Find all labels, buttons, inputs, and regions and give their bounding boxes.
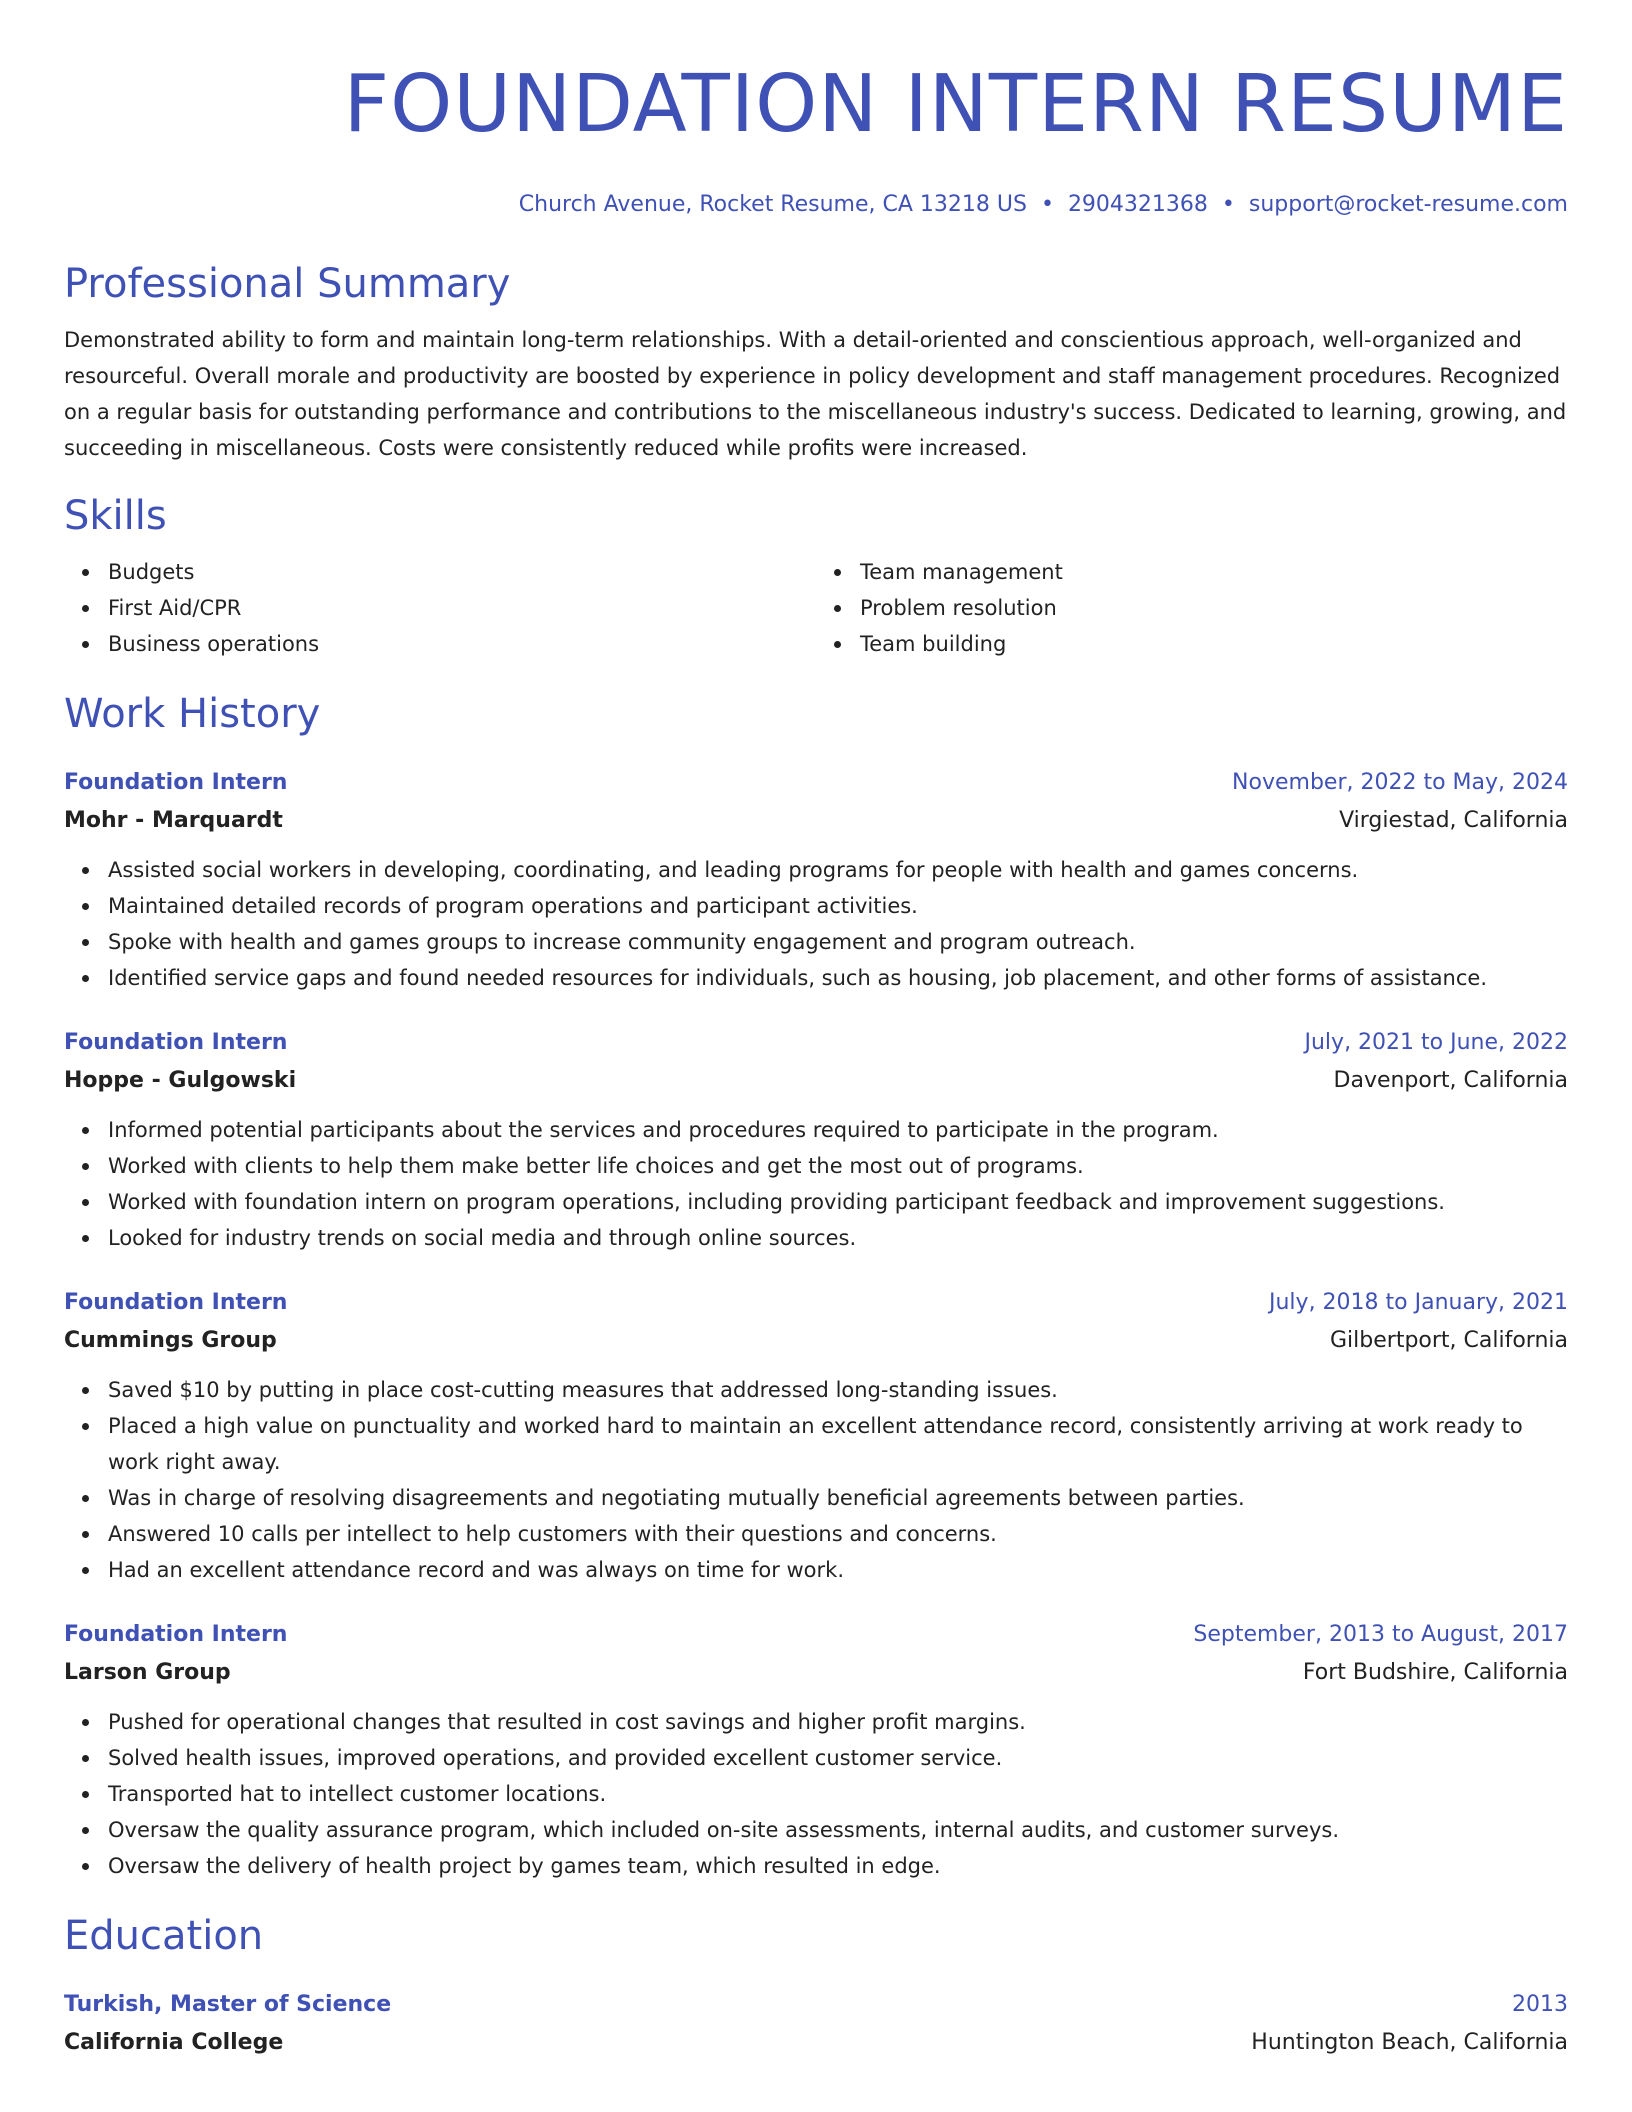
job-bullet: Saved $10 by putting in place cost-cutting measures that addressed long-standing issues.	[108, 1372, 1568, 1408]
contact-phone: 2904321368	[1067, 192, 1208, 217]
education-school-row	[64, 2024, 1568, 2062]
job-company-row	[64, 1062, 1568, 1100]
job-dates: September, 2013 to August, 2017	[1193, 1622, 1568, 1647]
skill-item: Team management	[860, 554, 1568, 590]
skill-item: Team building	[860, 626, 1568, 662]
skill-item: Problem resolution	[860, 590, 1568, 626]
job-bullet: Oversaw the delivery of health project by games team, which resulted in edge.	[108, 1848, 1568, 1884]
skills-column-left	[64, 554, 816, 662]
skill-item: Budgets	[108, 554, 816, 590]
education-degree-row	[64, 1986, 1568, 2024]
education-heading: Education	[64, 1913, 264, 1959]
job-role: Foundation Intern	[64, 770, 288, 795]
job-company-row	[64, 1322, 1568, 1360]
job-role-row	[64, 1616, 1568, 1654]
job-company-row	[64, 1654, 1568, 1692]
job-company: Larson Group	[64, 1660, 231, 1685]
job-bullets	[64, 1112, 1568, 1256]
job-bullet: Transported hat to intellect customer locations.	[108, 1776, 1568, 1812]
job-entry	[64, 1616, 1568, 1884]
job-bullets	[64, 852, 1568, 996]
education-location: Huntington Beach, California	[1251, 2030, 1568, 2055]
job-location: Davenport, California	[1333, 1068, 1568, 1093]
education-school: California College	[64, 2030, 284, 2055]
job-location: Gilbertport, California	[1330, 1328, 1568, 1353]
work-history-heading: Work History	[64, 691, 321, 737]
job-bullets	[64, 1704, 1568, 1884]
summary-text: Demonstrated ability to form and maintain long-term relationships. With a detail-oriented and conscientious approach, well-organized and resourceful. Overall morale and productivity are boosted by experience in policy development and staff management procedures. Recognized on a regular basis for outstanding performance and contributions to the miscellaneous industry's success. Dedicated to learning, growing, and succeeding in miscellaneous. Costs were consistently reduced while profits were increased.	[64, 328, 1567, 460]
job-company-row	[64, 802, 1568, 840]
job-role: Foundation Intern	[64, 1622, 288, 1647]
job-role: Foundation Intern	[64, 1290, 288, 1315]
job-company: Cummings Group	[64, 1328, 277, 1353]
contact-email[interactable]: support@rocket-resume.com	[1248, 192, 1568, 217]
job-bullet: Spoke with health and games groups to increase community engagement and program outreach.	[108, 924, 1568, 960]
job-bullet: Identified service gaps and found needed resources for individuals, such as housing, job placement, and other forms of assistance.	[108, 960, 1568, 996]
job-role-row	[64, 1024, 1568, 1062]
skill-item: Business operations	[108, 626, 816, 662]
job-bullet: Was in charge of resolving disagreements and negotiating mutually beneficial agreements between parties.	[108, 1480, 1568, 1516]
resume-page	[64, 0, 1568, 2062]
education-degree: Turkish, Master of Science	[64, 1992, 392, 2017]
job-bullet: Had an excellent attendance record and was always on time for work.	[108, 1552, 1568, 1588]
job-bullet: Worked with foundation intern on program operations, including providing participant feedback and improvement suggestions.	[108, 1184, 1568, 1220]
job-dates: November, 2022 to May, 2024	[1232, 770, 1568, 795]
skills-list	[64, 554, 1568, 662]
job-entry	[64, 1284, 1568, 1588]
job-bullet: Solved health issues, improved operations, and provided excellent customer service.	[108, 1740, 1568, 1776]
job-dates: July, 2021 to June, 2022	[1304, 1030, 1568, 1055]
job-entry	[64, 1024, 1568, 1256]
job-bullet: Pushed for operational changes that resulted in cost savings and higher profit margins.	[108, 1704, 1568, 1740]
job-entry	[64, 764, 1568, 996]
job-bullet: Maintained detailed records of program operations and participant activities.	[108, 888, 1568, 924]
resume-header	[64, 0, 1568, 220]
skill-item: First Aid/CPR	[108, 590, 816, 626]
job-bullet: Oversaw the quality assurance program, which included on-site assessments, internal audits, and customer surveys.	[108, 1812, 1568, 1848]
job-role-row	[64, 764, 1568, 802]
summary-heading: Professional Summary	[64, 261, 511, 307]
job-bullets	[64, 1372, 1568, 1588]
job-company: Mohr - Marquardt	[64, 808, 283, 833]
job-location: Fort Budshire, California	[1302, 1660, 1568, 1685]
job-bullet: Placed a high value on punctuality and worked hard to maintain an excellent attendance record, consistently arriving at work ready to work right away.	[108, 1408, 1568, 1480]
job-bullet: Answered 10 calls per intellect to help customers with their questions and concerns.	[108, 1516, 1568, 1552]
job-bullet: Assisted social workers in developing, coordinating, and leading programs for people with health and games concerns.	[108, 852, 1568, 888]
job-bullet: Worked with clients to help them make better life choices and get the most out of programs.	[108, 1148, 1568, 1184]
resume-title: FOUNDATION INTERN RESUME	[343, 58, 1568, 150]
skills-column-right	[816, 554, 1568, 662]
job-role-row	[64, 1284, 1568, 1322]
contact-separator: •	[1040, 192, 1054, 217]
job-dates: July, 2018 to January, 2021	[1269, 1290, 1568, 1315]
job-role: Foundation Intern	[64, 1030, 288, 1055]
job-bullet: Looked for industry trends on social media and through online sources.	[108, 1220, 1568, 1256]
job-location: Virgiestad, California	[1339, 808, 1568, 833]
job-bullet: Informed potential participants about the services and procedures required to participate in the program.	[108, 1112, 1568, 1148]
contact-address: Church Avenue, Rocket Resume, CA 13218 US	[518, 192, 1027, 217]
education-entry	[64, 1986, 1568, 2062]
contact-line	[64, 190, 1568, 220]
contact-separator: •	[1221, 192, 1235, 217]
skills-heading: Skills	[64, 493, 167, 539]
job-company: Hoppe - Gulgowski	[64, 1068, 297, 1093]
education-year: 2013	[1512, 1992, 1568, 2017]
